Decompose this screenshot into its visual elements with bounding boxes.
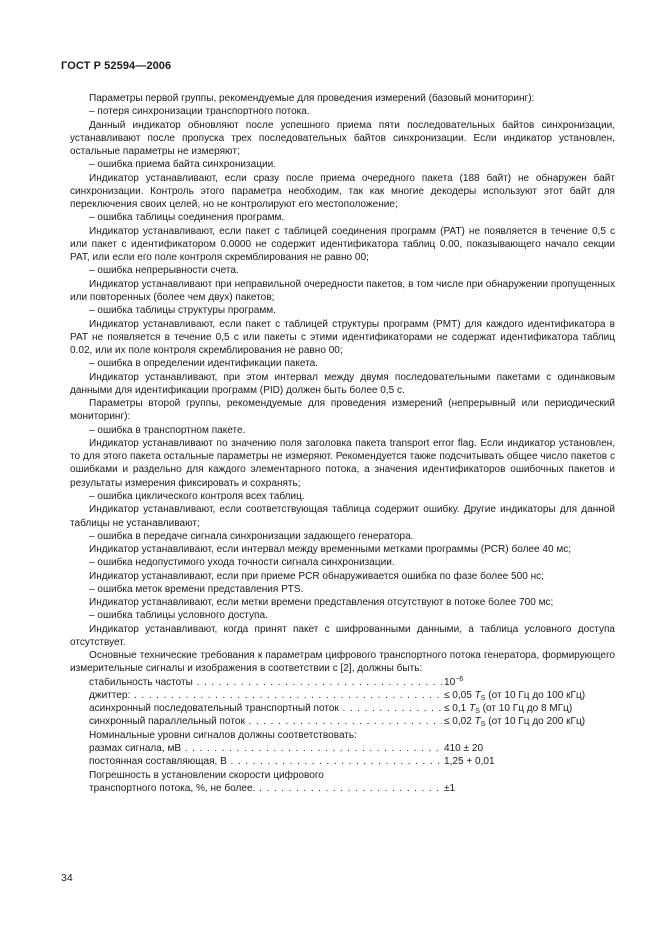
paragraph: Индикатор устанавливают, при этом интервал между двумя последовательными пакетами с одинаковым данными для идентификации программ (PID) должен быть более 0,5 с. xyxy=(70,371,615,396)
paragraph: Индикатор устанавливают, если интервал между временными метками программы (PCR) более 40 мс; xyxy=(89,544,572,556)
spec-label: синхронный параллельный поток . . . xyxy=(89,715,442,728)
paragraph: Индикатор устанавливают, когда принят пакет с шифрованными данными, а таблица условного доступа отсутствует. xyxy=(70,623,615,648)
list-item: – ошибка приема байта синхронизации. xyxy=(70,158,615,171)
paragraph-list xyxy=(70,92,615,676)
spec-dc-component xyxy=(70,755,615,768)
paragraph: Индикатор устанавливают, если сразу после приема очередного пакета (188 байт) не обнаружен байт синхронизации. Контроль этого параметра необходим, так как многие декодеры используют этот байт для переключения своих целей, но не контролируют его местоположение; xyxy=(70,172,615,211)
paragraph: Индикатор устанавливают по значению поля заголовка пакета transport error flag. Если индикатор установлен, то для этого пакета остальные параметры не измеряют. Рекомендуется также подсчитывать общее число пакетов с ошибками и раздельно для каждого элементарного потока, а значения идентификаторов ошибочных пакетов и результаты измерения фиксировать и сохранять; xyxy=(70,437,615,489)
rate-error-heading: Погрешность в установлении скорости цифрового xyxy=(89,769,324,781)
spec-sync-stream xyxy=(70,715,615,728)
nominal-levels-heading: Номинальные уровни сигналов должны соответствовать: xyxy=(89,729,357,741)
list-item: – ошибка в транспортном пакете. xyxy=(70,424,615,437)
spec-label: транспортного потока, %, не более. . . . xyxy=(89,782,442,795)
spec-label: джиттер: . . . xyxy=(89,689,442,702)
spec-label: асинхронный последовательный транспортный поток . . . xyxy=(89,702,442,715)
spec-jitter xyxy=(70,689,615,702)
spec-amplitude xyxy=(70,742,615,755)
spec-value: 1,25 + 0,01 xyxy=(444,756,495,768)
list-item: – ошибка в передаче сигнала синхронизации задающего генератора. xyxy=(70,530,615,543)
spec-label: размах сигнала, мВ . . . xyxy=(89,742,442,755)
spec-value: 410 ± 20 xyxy=(444,743,484,755)
spec-value: $10^{-6}$ xyxy=(444,675,464,688)
paragraph: Данный индикатор обновляют после успешного приема пяти последовательных байтов синхронизации, устанавливают после пропуска трех последовательных байтов синхронизации. Если индикатор установлен, остальные параметры не измеряют; xyxy=(70,119,615,158)
list-item: – потеря синхронизации транспортного потока. xyxy=(70,105,615,118)
list-item: – ошибка в определении идентификации пакета. xyxy=(70,357,615,370)
spec-value: ≤ 0,1 $T_S$ (от 10 Гц до 8 МГц) xyxy=(444,703,573,716)
paragraph: Индикатор устанавливают, если пакет с таблицей соединения программ (PAT) не появляется в течение 0,5 с или пакет с идентификатором 0.0000 не содержит идентификатора таблиц 0.00, показывающего начало секции PAT, или если его поле контроля скремблирования не равно 00; xyxy=(70,225,615,264)
spec-label: постоянная составляющая, В . . . xyxy=(89,755,442,768)
spec-value: ≤ 0,05 $T_S$ (от 10 Гц до 100 кГц) xyxy=(444,689,586,702)
list-item: – ошибка таблицы соединения программ. xyxy=(70,211,615,224)
paragraph: Индикатор устанавливают, если метки времени представления отсутствуют в потоке более 700 мс; xyxy=(89,597,554,609)
spec-stability xyxy=(70,676,615,689)
paragraph: Индикатор устанавливают, если пакет с таблицей структуры программ (PMT) для каждого идентификатора в PAT не появляется в течение 0,5 с или пакеты с этими идентификаторами не содержат идентификатора таблиц 0.02, или их поле контроля скремблирования не равно 00; xyxy=(70,318,615,357)
list-item: – ошибка недопустимого ухода точности сигнала синхронизации. xyxy=(70,556,615,569)
list-item: – ошибка таблицы структуры программ. xyxy=(70,304,615,317)
paragraph: Индикатор устанавливают, если соответствующая таблица содержит ошибку. Другие индикаторы для данной таблицы не устанавливают; xyxy=(70,504,615,529)
paragraph: Параметры первой группы, рекомендуемые для проведения измерений (базовый мониторинг): xyxy=(89,93,535,104)
document-body xyxy=(70,92,615,795)
spec-label: стабильность частоты . . . xyxy=(89,676,442,689)
list-item: – ошибка непрерывности счета. xyxy=(70,264,615,277)
paragraph: Индикатор устанавливают при неправильной очередности пакетов, в том числе при обнаружении пропущенных или повторенных (более чем двух) пакетов; xyxy=(70,278,615,303)
spec-async-stream xyxy=(70,702,615,715)
list-item: – ошибка таблицы условного доступа. xyxy=(70,609,615,622)
spec-rate-error xyxy=(70,782,615,795)
standard-header: ГОСТ Р 52594—2006 xyxy=(61,60,172,72)
paragraph: Основные технические требования к параметрам цифрового транспортного потока генератора, формирующего измерительные сигналы и изображения в соответствии с [2], должны быть: xyxy=(70,650,615,675)
list-item: – ошибка циклического контроля всех таблиц. xyxy=(70,490,615,503)
spec-value: ±1 xyxy=(444,782,456,794)
list-item: – ошибка меток времени представления PTS. xyxy=(70,583,615,596)
paragraph: Параметры второй группы, рекомендуемые для проведения измерений (непрерывный или периодический мониторинг): xyxy=(70,398,615,423)
spec-value: ≤ 0,02 $T_S$ (от 10 Гц до 200 кГц) xyxy=(444,716,586,729)
paragraph: Индикатор устанавливают, если при приеме PCR обнаруживается ошибка по фазе более 500 нс; xyxy=(89,570,544,582)
page-number: 34 xyxy=(61,872,73,884)
